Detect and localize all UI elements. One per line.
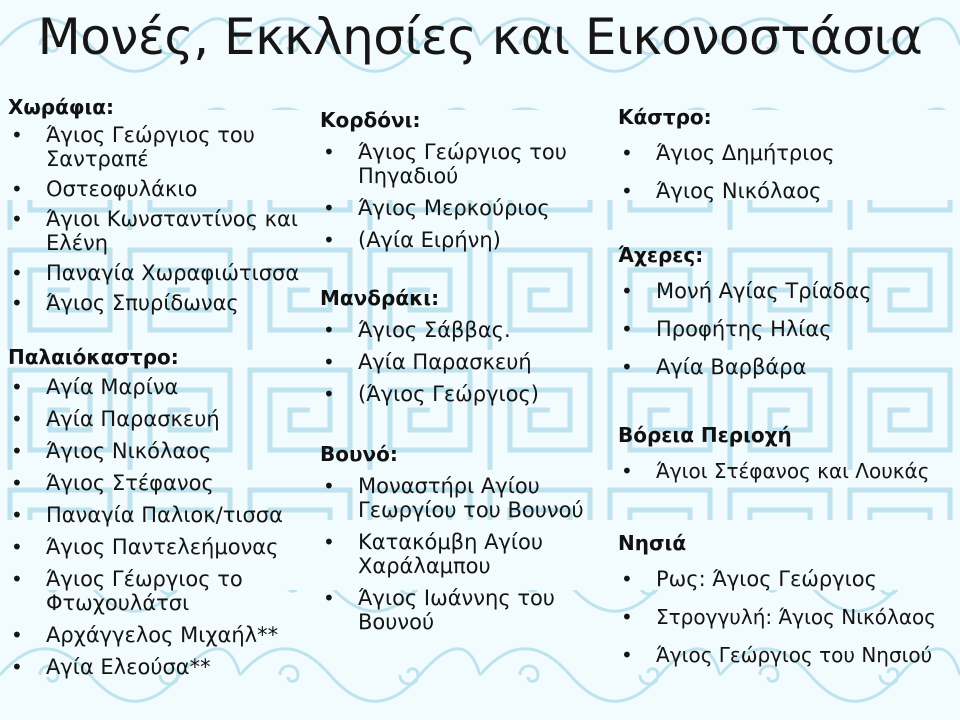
list-item: • Μονή Αγίας Τρίαδας (618, 279, 958, 303)
section-heading-acheres: Άχερες: (618, 243, 704, 267)
section-heading-kastro: Κάστρο: (618, 105, 712, 129)
list-item: • Άγιοι Στέφανος και Λουκάς (618, 459, 958, 483)
list-item: • Άγιος Παντελεήμονας (8, 535, 313, 559)
list-item: • Άγιος Σάββας. (320, 318, 610, 342)
list-item: • Προφήτης Ηλίας (618, 317, 958, 341)
list-item: • Αγία Μαρίνα (8, 375, 313, 399)
list-item: • Στρογγυλή: Άγιος Νικόλαος (618, 605, 958, 629)
list-item: • Μοναστήρι Αγίου Γεωργίου του Βουνού (320, 474, 610, 522)
page-title: Μονές, Εκκλησίες και Εικονοστάσια (37, 8, 923, 66)
list-item: • Άγιος Γέωργιος το Φτωχουλάτσι (8, 567, 276, 615)
list-item: • Παναγία Παλιοκ/τισσα (8, 503, 313, 527)
list-item: • Αγία Παρασκευή (320, 350, 610, 374)
list-item: • Αγία Παρασκευή (8, 407, 313, 431)
list-item: • Άγιος Σπυρίδωνας (8, 291, 313, 315)
list-item: • Άγιος Μερκούριος (320, 196, 610, 220)
list-item: • (Αγία Ειρήνη) (320, 228, 610, 252)
section-heading-nisia: Νησιά (618, 531, 687, 555)
list-item: • Ρως: Άγιος Γεώργιος (618, 567, 958, 591)
section-heading-palaiokastro: Παλαιόκαστρο: (8, 345, 179, 369)
section-heading-choraphia: Χωράφια: (8, 95, 115, 119)
list-choraphia (8, 123, 313, 315)
list-voreia-periochi (618, 459, 958, 483)
list-item: • Άγιος Στέφανος (8, 471, 313, 495)
list-item: • Οστεοφυλάκιο (8, 177, 313, 201)
list-palaiokastro (8, 375, 313, 679)
list-vouno (320, 474, 610, 634)
list-acheres (618, 279, 958, 379)
list-kordoni (320, 140, 610, 252)
section-heading-mandraki: Μανδράκι: (320, 286, 440, 310)
section-heading-voreia-periochi: Βόρεια Περιοχή (618, 423, 792, 447)
list-item: • Άγιος Δημήτριος (618, 141, 958, 165)
list-item: • Άγιος Ιωάννης του Βουνού (320, 586, 598, 634)
list-nisia (618, 567, 958, 667)
list-item: • Αγία Βαρβάρα (618, 355, 958, 379)
list-item: • Άγιος Γεώργιος του Νησιού (618, 643, 958, 667)
column-3 (618, 105, 958, 667)
list-item: • Άγιος Γεώργιος του Σαντραπέ (8, 123, 313, 171)
list-item: • Άγιος Γεώργιος του Πηγαδιού (320, 140, 588, 188)
column-1 (8, 95, 313, 679)
section-heading-kordoni: Κορδόνι: (320, 108, 421, 132)
list-item: • Αγία Ελεούσα** (8, 655, 313, 679)
column-2 (320, 108, 610, 634)
list-item: • (Άγιος Γεώργιος) (320, 382, 610, 406)
list-mandraki (320, 318, 610, 406)
list-item: • Άγιος Νικόλαος (618, 179, 958, 203)
list-item: • Άγιος Νικόλαος (8, 439, 313, 463)
list-item: • Κατακόμβη Αγίου Χαράλαμπου (320, 530, 588, 578)
list-kastro (618, 141, 958, 203)
list-item: • Άγιοι Κωνσταντίνος και Ελένη (8, 207, 313, 255)
list-item: • Παναγία Χωραφιώτισσα (8, 261, 313, 285)
list-item: • Αρχάγγελος Μιχαήλ** (8, 623, 313, 647)
section-heading-vouno: Βουνό: (320, 442, 398, 466)
